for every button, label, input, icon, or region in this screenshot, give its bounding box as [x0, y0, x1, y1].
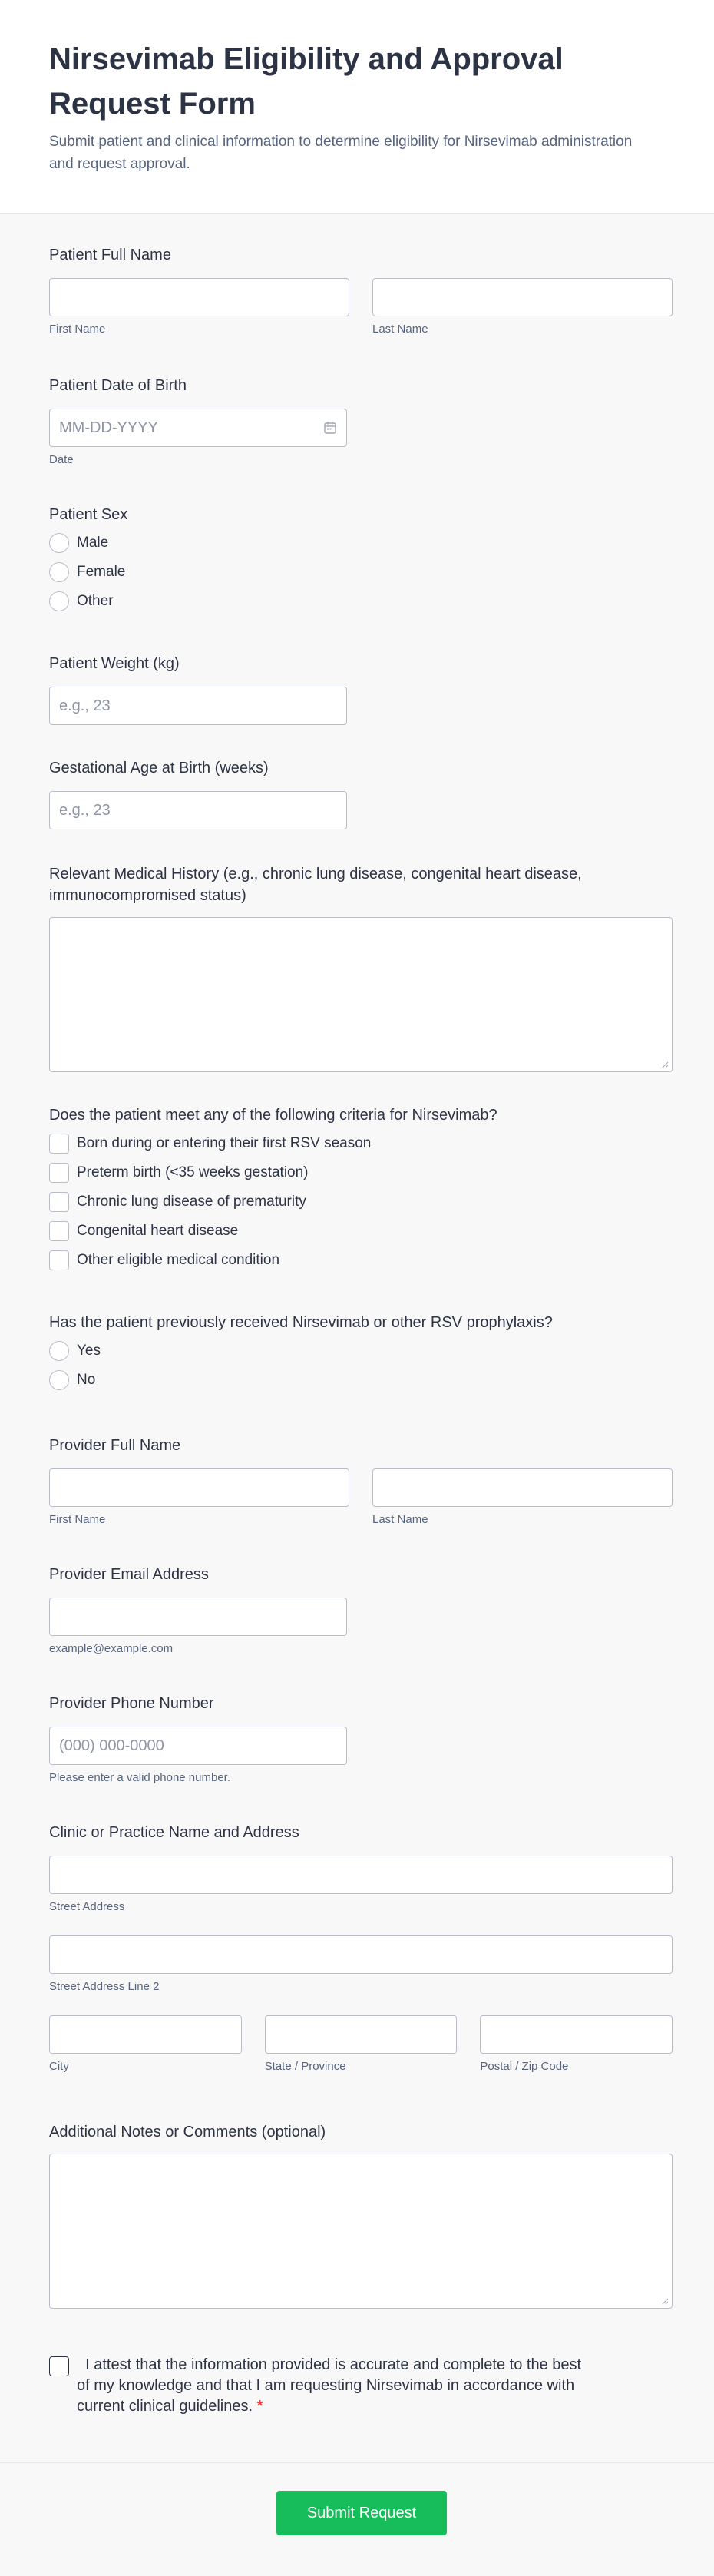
form-header [0, 0, 714, 214]
radio-option-label: No [77, 1372, 96, 1388]
form-footer [0, 2462, 714, 2576]
criteria-option-other[interactable] [49, 1246, 497, 1275]
patient-weight-label: Patient Weight (kg) [49, 655, 180, 672]
checkbox-label: Preterm birth (<35 weeks gestation) [77, 1164, 309, 1180]
notes-label: Additional Notes or Comments (optional) [49, 2124, 326, 2141]
criteria-label: Does the patient meet any of the following criteria for Nirsevimab? [49, 1107, 497, 1124]
zip-input[interactable] [480, 2015, 673, 2054]
checkbox[interactable] [49, 1221, 69, 1241]
prior-prophylaxis-option-yes[interactable] [49, 1336, 553, 1366]
prior-prophylaxis-field [49, 1312, 553, 1395]
patient-sex-field [49, 504, 127, 616]
radio-option-label: Male [77, 535, 109, 551]
medical-history-label: Relevant Medical History (e.g., chronic lung disease, congenital heart disease, immunocompromised status) [49, 866, 582, 904]
provider-phone-label: Provider Phone Number [49, 1695, 214, 1712]
criteria-option-rsv-season[interactable] [49, 1129, 497, 1158]
provider-email-field [49, 1564, 347, 1656]
resize-handle-icon[interactable] [661, 1061, 669, 1068]
provider-phone-placeholder: (000) 000-0000 [59, 1737, 164, 1754]
patient-dob-field [49, 375, 347, 467]
radio-button[interactable] [49, 591, 69, 611]
provider-email-label: Provider Email Address [49, 1566, 209, 1583]
provider-first-name-input[interactable] [49, 1468, 349, 1507]
calendar-icon[interactable] [323, 421, 337, 435]
gestational-age-input[interactable] [49, 791, 347, 829]
city-sublabel: City [49, 2060, 69, 2073]
patient-name-label: Patient Full Name [49, 247, 171, 263]
checkbox[interactable] [49, 1250, 69, 1270]
patient-last-name-input[interactable] [372, 278, 673, 316]
provider-email-input[interactable] [49, 1598, 347, 1636]
provider-first-name-sublabel: First Name [49, 1513, 106, 1526]
criteria-field [49, 1104, 497, 1275]
provider-phone-field [49, 1693, 347, 1785]
checkbox[interactable] [49, 1192, 69, 1212]
provider-phone-input[interactable] [49, 1727, 347, 1765]
patient-sex-label: Patient Sex [49, 506, 128, 523]
radio-option-label: Other [77, 593, 114, 609]
medical-history-field [49, 863, 673, 1072]
clinic-address-field [49, 1822, 673, 2074]
notes-textarea[interactable] [49, 2154, 673, 2309]
patient-sex-option-other[interactable] [49, 587, 127, 616]
state-input[interactable] [265, 2015, 458, 2054]
clinic-address-label: Clinic or Practice Name and Address [49, 1824, 299, 1841]
checkbox[interactable] [49, 1163, 69, 1183]
patient-weight-input[interactable] [49, 687, 347, 725]
provider-phone-sublabel: Please enter a valid phone number. [49, 1771, 230, 1784]
checkbox-label: Other eligible medical condition [77, 1252, 280, 1268]
provider-email-sublabel: example@example.com [49, 1642, 174, 1655]
radio-button[interactable] [49, 533, 69, 553]
patient-dob-label: Patient Date of Birth [49, 377, 187, 394]
radio-button[interactable] [49, 1370, 69, 1390]
patient-dob-placeholder: MM-DD-YYYY [59, 419, 158, 436]
state-sublabel: State / Province [264, 2060, 346, 2073]
form-subtitle: Submit patient and clinical information to determine eligibility for Nirsevimab administration and request approval. [49, 134, 633, 172]
zip-sublabel: Postal / Zip Code [480, 2060, 569, 2073]
checkbox-label: Congenital heart disease [77, 1223, 239, 1239]
notes-field [49, 2121, 673, 2309]
checkbox-label: Born during or entering their first RSV season [77, 1135, 372, 1151]
checkbox[interactable] [49, 1134, 69, 1154]
attestation-checkbox[interactable] [49, 2356, 69, 2376]
patient-name-field [49, 244, 673, 336]
form-title: Nirsevimab Eligibility and Approval Request Form [49, 42, 564, 121]
criteria-option-preterm[interactable] [49, 1158, 497, 1187]
gestational-age-placeholder: e.g., 23 [59, 801, 111, 819]
patient-first-name-input[interactable] [49, 278, 349, 316]
radio-option-label: Female [77, 564, 126, 580]
prior-prophylaxis-label: Has the patient previously received Nirsevimab or other RSV prophylaxis? [49, 1314, 553, 1331]
checkbox-label: Chronic lung disease of prematurity [77, 1194, 306, 1210]
patient-dob-sublabel: Date [49, 453, 74, 466]
street-address-sublabel: Street Address [49, 1900, 125, 1913]
provider-last-name-sublabel: Last Name [372, 1513, 428, 1526]
gestational-age-field [49, 757, 347, 829]
attestation-checkbox-row[interactable] [49, 2355, 587, 2417]
street-address-input[interactable] [49, 1856, 673, 1894]
patient-weight-placeholder: e.g., 23 [59, 697, 111, 714]
street-address-line2-input[interactable] [49, 1935, 673, 1974]
gestational-age-label: Gestational Age at Birth (weeks) [49, 760, 269, 776]
patient-sex-option-male[interactable] [49, 528, 127, 558]
medical-history-textarea[interactable] [49, 917, 673, 1072]
radio-button[interactable] [49, 1341, 69, 1361]
resize-handle-icon[interactable] [661, 2297, 669, 2305]
provider-name-label: Provider Full Name [49, 1437, 181, 1454]
attestation-text: I attest that the information provided is accurate and complete to the best of my knowledge and that I am requesting Nirsevimab in accordance with current clinical guidelines. [77, 2356, 582, 2415]
submit-button[interactable]: Submit Request [276, 2491, 447, 2535]
provider-name-field [49, 1435, 673, 1527]
radio-option-label: Yes [77, 1343, 101, 1359]
attestation-field [49, 2355, 587, 2417]
radio-button[interactable] [49, 562, 69, 582]
street-address-line2-sublabel: Street Address Line 2 [49, 1980, 160, 1993]
required-mark: * [256, 2398, 263, 2415]
city-input[interactable] [49, 2015, 242, 2054]
patient-weight-field [49, 653, 347, 725]
patient-dob-input[interactable] [49, 409, 347, 447]
patient-first-name-sublabel: First Name [49, 323, 106, 336]
patient-last-name-sublabel: Last Name [372, 323, 428, 336]
criteria-option-heart-disease[interactable] [49, 1217, 497, 1246]
prior-prophylaxis-option-no[interactable] [49, 1366, 553, 1395]
criteria-option-chronic-lung[interactable] [49, 1187, 497, 1217]
patient-sex-option-female[interactable] [49, 558, 127, 587]
provider-last-name-input[interactable] [372, 1468, 673, 1507]
